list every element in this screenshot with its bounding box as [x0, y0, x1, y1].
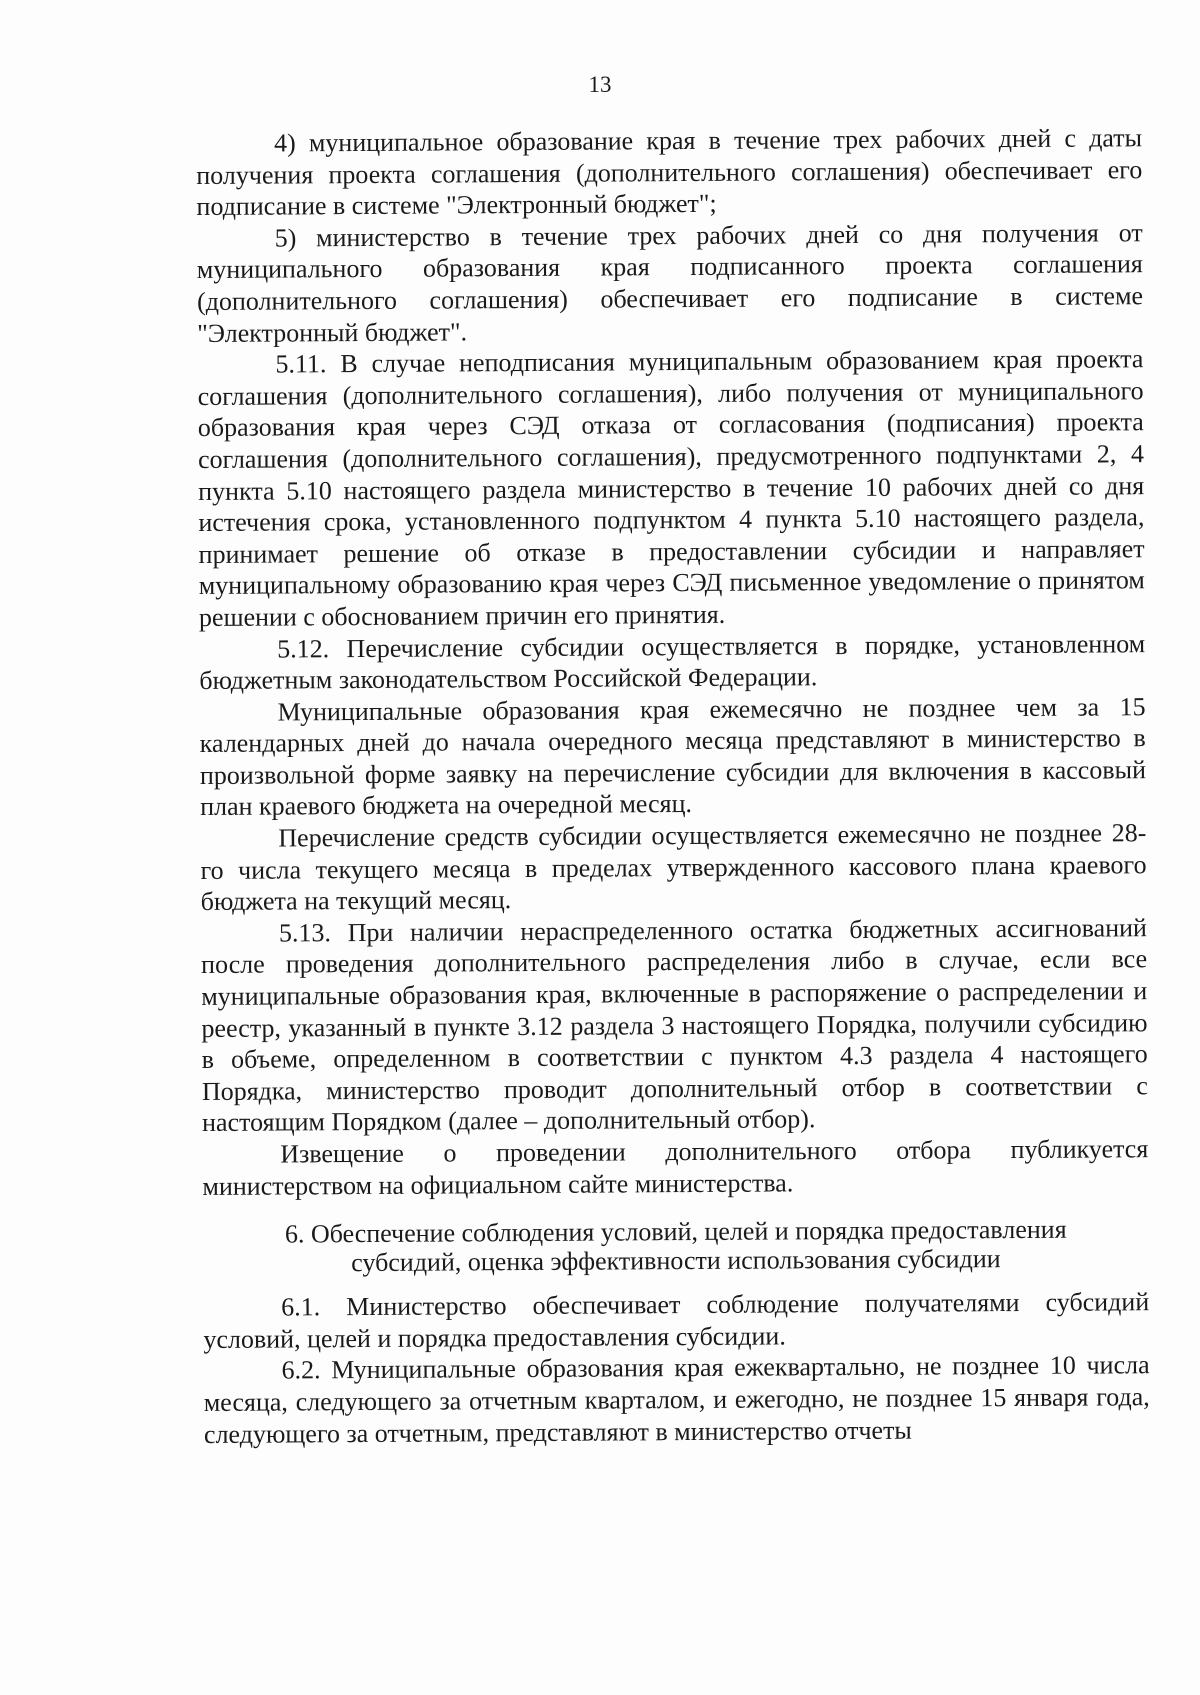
- section-6-heading: 6. Обеспечение соблюдения условий, целей и порядка предоставления субсидий, оценка эффективности использования субсидии: [284, 1214, 1067, 1278]
- paragraph-transfer-deadline: Перечисление средств субсидии осуществляется ежемесячно не позднее 28-го числа текущего месяца в пределах утвержденного кассового плана краевого бюджета на текущий месяц.: [200, 818, 1147, 917]
- paragraph-monthly-request: Муниципальные образования края ежемесячно не позднее чем за 15 календарных дней до начала очередного месяца представляют в министерство в произвольной форме заявку на перечисление субсидии для включения в кассовый план краевого бюджета на очередной месяц.: [199, 691, 1147, 822]
- paragraph-5-13: 5.13. При наличии нераспределенного остатка бюджетных ассигнований после проведения дополнительного распределения либо в случае, если все муниципальные образования края, включенные в распоряжение о распределении и реестр, указанный в пункте 3.12 раздела 3 настоящего Порядка, получили субсидию в объеме, определенном в соответствии с пунктом 4.3 раздела 4 настоящего Порядка, министерство проводит дополнительный отбор в соответствии с настоящим Порядком (далее – дополнительный отбор).: [201, 913, 1148, 1138]
- paragraph-5-12: 5.12. Перечисление субсидии осуществляется в порядке, установленном бюджетным законодательством Российской Федерации.: [199, 628, 1146, 696]
- document-body: [196, 122, 1150, 1450]
- paragraph-item-4: 4) муниципальное образование края в течение трех рабочих дней с даты получения проекта соглашения (дополнительного соглашения) обеспечивает его подписание в системе "Электронный бюджет";: [196, 123, 1143, 222]
- page-number: 13: [588, 72, 612, 97]
- paragraph-6-2: 6.2. Муниципальные образования края ежеквартально, не позднее 10 числа месяца, следующего за отчетным кварталом, и ежегодно, не позднее 15 января года, следующего за отчетным, представляют в министерство отчеты: [203, 1350, 1150, 1449]
- paragraph-notice: Извещение о проведении дополнительного отбора публикуется министерством на официальном сайте министерства.: [202, 1134, 1149, 1201]
- paragraph-item-5: 5) министерство в течение трех рабочих дней со дня получения от муниципального образования края подписанного проекта соглашения (дополнительного соглашения) обеспечивает его подписание в системе "Электронный бюджет".: [196, 218, 1144, 348]
- paragraph-5-11: 5.11. В случае неподписания муниципальным образованием края проекта соглашения (дополнительного соглашения), либо получения от муниципального образования края через СЭД отказа от согласования (подписания) проекта соглашения (дополнительного соглашения), предусмотренного подпунктами 2, 4 пункта 5.10 настоящего раздела министерство в течение 10 рабочих дней со дня истечения срока, установленного подпунктом 4 пункта 5.10 настоящего раздела, принимает решение об отказе в предоставлении субсидии и направляет муниципальному образованию края через СЭД письменное уведомление о принятом решении с обоснованием причин его принятия.: [197, 344, 1145, 632]
- paragraph-6-1: 6.1. Министерство обеспечивает соблюдение получателями субсидий условий, целей и порядка предоставления субсидии.: [203, 1287, 1150, 1354]
